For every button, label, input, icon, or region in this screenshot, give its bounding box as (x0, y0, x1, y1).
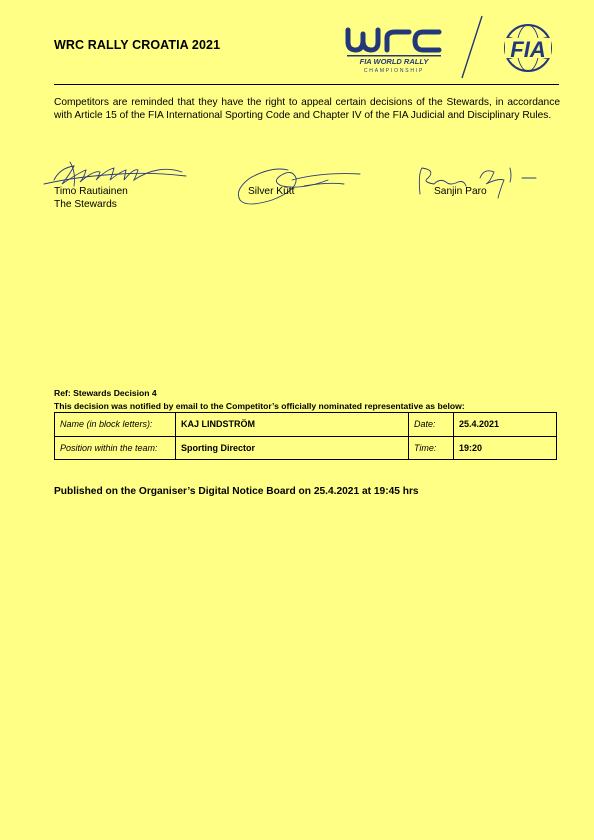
position-value: Sporting Director (176, 436, 409, 460)
steward-name-1: Timo Rautiainen (54, 186, 128, 197)
wrc-logo (343, 24, 443, 76)
page-title: WRC RALLY CROATIA 2021 (54, 38, 221, 52)
fia-logo (498, 23, 558, 73)
wrc-logo-line2: CHAMPIONSHIP (363, 68, 425, 74)
table-row (55, 413, 557, 437)
table-row (55, 436, 557, 460)
position-label: Position within the team: (55, 436, 176, 460)
notification-table (54, 412, 557, 460)
steward-name-2: Silver Kütt (248, 186, 295, 197)
stewards-role: The Stewards (54, 199, 117, 210)
time-value: 19:20 (454, 436, 557, 460)
signature-kutt (232, 160, 362, 210)
steward-name-3: Sanjin Paro (434, 186, 487, 197)
logo-divider (458, 14, 486, 80)
date-label: Date: (409, 413, 454, 437)
time-label: Time: (409, 436, 454, 460)
header-rule (54, 84, 559, 85)
notification-statement: This decision was notified by email to the Competitor’s officially nominated representative as below: (54, 401, 465, 411)
appeal-notice: Competitors are reminded that they have the right to appeal certain decisions of the Stewards, in accordance with Article 15 of the FIA International Sporting Code and Chapter IV of the FIA Judicial and Disciplinary Rules. (54, 97, 560, 121)
publication-statement: Published on the Organiser’s Digital Notice Board on 25.4.2021 at 19:45 hrs (54, 486, 419, 497)
name-label: Name (in block letters): (55, 413, 176, 437)
decision-reference: Ref: Stewards Decision 4 (54, 388, 157, 398)
name-value: KAJ LINDSTRÖM (176, 413, 409, 437)
fia-logo-mark: FIA (510, 37, 546, 62)
wrc-logo-line1: FIA WORLD RALLY (359, 57, 429, 66)
date-value: 25.4.2021 (454, 413, 557, 437)
